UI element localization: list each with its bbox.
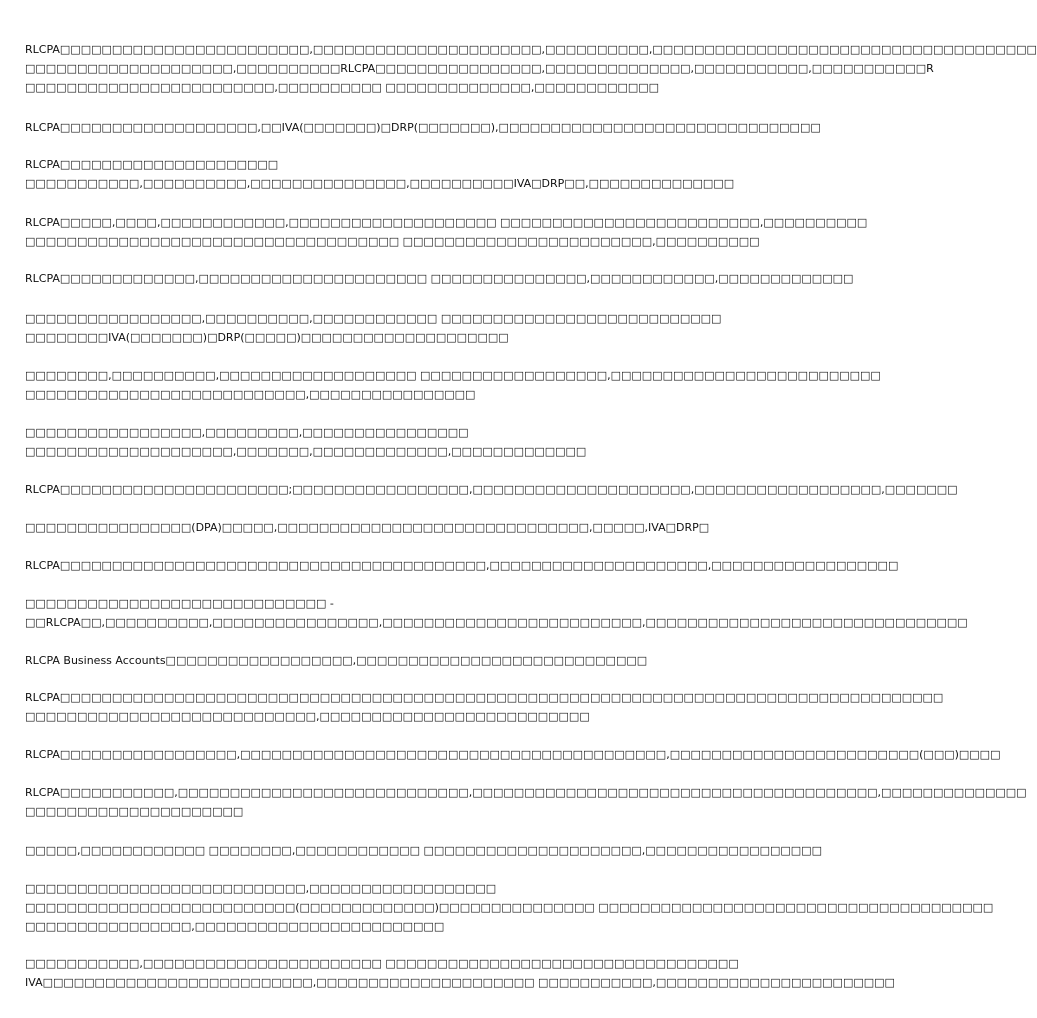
text-line: □□□□□□□□□□□□□□□□,□□□□□□□□□□□□□□□□□□□□□□□□ — [25, 920, 445, 933]
text-line: RLCPA□□□□□□□□□□□□□□□□□□□□□□□□□□□□□□□□□□□□□□□□□,□□□□□□□□□□□□□□□□□□□□□,□□□□□□□□□□□□□□□□□□ — [25, 559, 899, 572]
text-line: RLCPA□□□□□□□□□□□□□□□□□□□,□□IVA(□□□□□□□)□DRP(□□□□□□□),□□□□□□□□□□□□□□□□□□□□□□□□□□□□□□□ — [25, 121, 821, 134]
paragraph — [25, 269, 854, 288]
paragraph — [25, 783, 1027, 821]
paragraph — [25, 594, 968, 632]
text-line: RLCPA□□□□□□□□□□□,□□□□□□□□□□□□□□□□□□□□□□□□□□□□,□□□□□□□□□□□□□□□□□□□□□□□□□□□□□□□□□□□□□□□,□□□□□□□□□□□□□□ — [25, 786, 1027, 799]
text-line: IVA□□□□□□□□□□□□□□□□□□□□□□□□□□,□□□□□□□□□□□□□□□□□□□□□ □□□□□□□□□□□,□□□□□□□□□□□□□□□□□□□□□□□ — [25, 976, 895, 989]
paragraph — [25, 423, 715, 461]
paragraph — [25, 40, 1037, 97]
text-line: □□□□□□□□,□□□□□□□□□□,□□□□□□□□□□□□□□□□□□□ □□□□□□□□□□□□□□□□□□,□□□□□□□□□□□□□□□□□□□□□□□□□□ — [25, 369, 881, 382]
paragraph — [25, 118, 821, 137]
paragraph — [25, 480, 958, 499]
paragraph — [25, 366, 881, 404]
text-line: □□□□□□□□□□□□□□□□□□□□□□□□□□□,□□□□□□□□□□□□□□□□□□ — [25, 882, 497, 895]
paragraph — [25, 745, 1001, 764]
text-line: RLCPA□□□□□□□□□□□□□,□□□□□□□□□□□□□□□□□□□□□□ □□□□□□□□□□□□□□□,□□□□□□□□□□□□,□□□□□□□□□□□□□ — [25, 272, 854, 285]
text-line: □□□□□□□□□□□□□□□□□□□□□□□□□□(□□□□□□□□□□□□□)□□□□□□□□□□□□□□□ □□□□□□□□□□□□□□□□□□□□□□□□□□□□□□□□□□□□□□ — [25, 901, 994, 914]
text-line: RLCPA□□□□□,□□□□,□□□□□□□□□□□□,□□□□□□□□□□□□□□□□□□□□ □□□□□□□□□□□□□□□□□□□□□□□□□,□□□□□□□□□□ — [25, 216, 868, 229]
text-line: RLCPA Business Accounts□□□□□□□□□□□□□□□□□□,□□□□□□□□□□□□□□□□□□□□□□□□□□□□ — [25, 654, 648, 667]
text-line: □□□□□□□□□□□□□□□□□□□□,□□□□□□□□□□RLCPA□□□□□□□□□□□□□□□□,□□□□□□□□□□□□□□,□□□□□□□□□□□,□□□□□□□□□□□R — [25, 62, 934, 75]
paragraph — [25, 879, 994, 936]
paragraph — [25, 309, 722, 347]
text-line: RLCPA□□□□□□□□□□□□□□□□□□□□□□;□□□□□□□□□□□□□□□□□,□□□□□□□□□□□□□□□□□□□□□,□□□□□□□□□□□□□□□□□□,□□□□□□□ — [25, 483, 958, 496]
text-line: □□□□□□□□□□□□□□□□□□□□□□□□□□□□,□□□□□□□□□□□□□□□□□□□□□□□□□□ — [25, 710, 590, 723]
text-line: □□□□□□□□□□□□□□□□□□□□□□□□,□□□□□□□□□□ □□□□□□□□□□□□□□,□□□□□□□□□□□□ — [25, 81, 660, 94]
text-line: RLCPA□□□□□□□□□□□□□□□□□□□□□ — [25, 158, 279, 171]
paragraph — [25, 518, 715, 537]
paragraph — [25, 556, 899, 575]
paragraph — [25, 688, 944, 726]
text-line: □□□□□□□□□□□□□□□□□□□□□ — [25, 805, 244, 818]
text-line: RLCPA□□□□□□□□□□□□□□□□□,□□□□□□□□□□□□□□□□□□□□□□□□□□□□□□□□□□□□□□□□□,□□□□□□□□□□□□□□□□□□□□□□□□(□□□)□□□□ — [25, 748, 1001, 761]
text-line: RLCPA□□□□□□□□□□□□□□□□□□□□□□□□,□□□□□□□□□□□□□□□□□□□□□□,□□□□□□□□□□,□□□□□□□□□□□□□□□□□□□□□□□□□□□□□□□□□□□□□ — [25, 43, 1037, 56]
text-line: □□□□□□□□IVA(□□□□□□□)□DRP(□□□□□)□□□□□□□□□□□□□□□□□□□□ — [25, 331, 509, 344]
text-line: □□RLCPA□□,□□□□□□□□□□,□□□□□□□□□□□□□□□□,□□□□□□□□□□□□□□□□□□□□□□□□□,□□□□□□□□□□□□□□□□□□□□□□□□□□□□□□□ — [25, 616, 968, 629]
text-line: □□□□□□□□□□□□□□□□□□□□,□□□□□□□,□□□□□□□□□□□□□,□□□□□□□□□□□□□ — [25, 445, 587, 458]
paragraph — [25, 155, 735, 193]
text-line: □□□□□□□□□□□,□□□□□□□□□□,□□□□□□□□□□□□□□□,□□□□□□□□□□IVA□DRP□□,□□□□□□□□□□□□□□ — [25, 177, 735, 190]
text-line: □□□□□□□□□□□□□□□□□□□□□□□□□□□,□□□□□□□□□□□□□□□□ — [25, 388, 476, 401]
paragraph — [25, 841, 822, 860]
paragraph — [25, 954, 895, 992]
text-line: □□□□□□□□□□□□□□□□(DPA)□□□□□,□□□□□□□□□□□□□□□□□□□□□□□□□□□□□□,□□□□□,IVA□DRP□ — [25, 521, 710, 534]
text-line: □□□□□□□□□□□□□□□□□,□□□□□□□□□,□□□□□□□□□□□□□□□□ — [25, 426, 469, 439]
text-line: □□□□□□□□□□□,□□□□□□□□□□□□□□□□□□□□□□□ □□□□□□□□□□□□□□□□□□□□□□□□□□□□□□□□□□ — [25, 957, 739, 970]
paragraph — [25, 651, 715, 670]
text-line: □□□□□,□□□□□□□□□□□□ □□□□□□□□,□□□□□□□□□□□□ □□□□□□□□□□□□□□□□□□□□□,□□□□□□□□□□□□□□□□□ — [25, 844, 822, 857]
text-line: RLCPA□□□□□□□□□□□□□□□□□□□□□□□□□□□□□□□□□□□□□□□□□□□□□□□□□□□□□□□□□□□□□□□□□□□□□□□□□□□□□□□□□□□□□ — [25, 691, 944, 704]
text-line: □□□□□□□□□□□□□□□□□,□□□□□□□□□□,□□□□□□□□□□□□ □□□□□□□□□□□□□□□□□□□□□□□□□□□ — [25, 312, 722, 325]
text-line: □□□□□□□□□□□□□□□□□□□□□□□□□□□□□□□□□□□□ □□□□□□□□□□□□□□□□□□□□□□□□,□□□□□□□□□□ — [25, 235, 760, 248]
text-line: □□□□□□□□□□□□□□□□□□□□□□□□□□□□□ - — [25, 597, 334, 610]
paragraph — [25, 213, 868, 251]
